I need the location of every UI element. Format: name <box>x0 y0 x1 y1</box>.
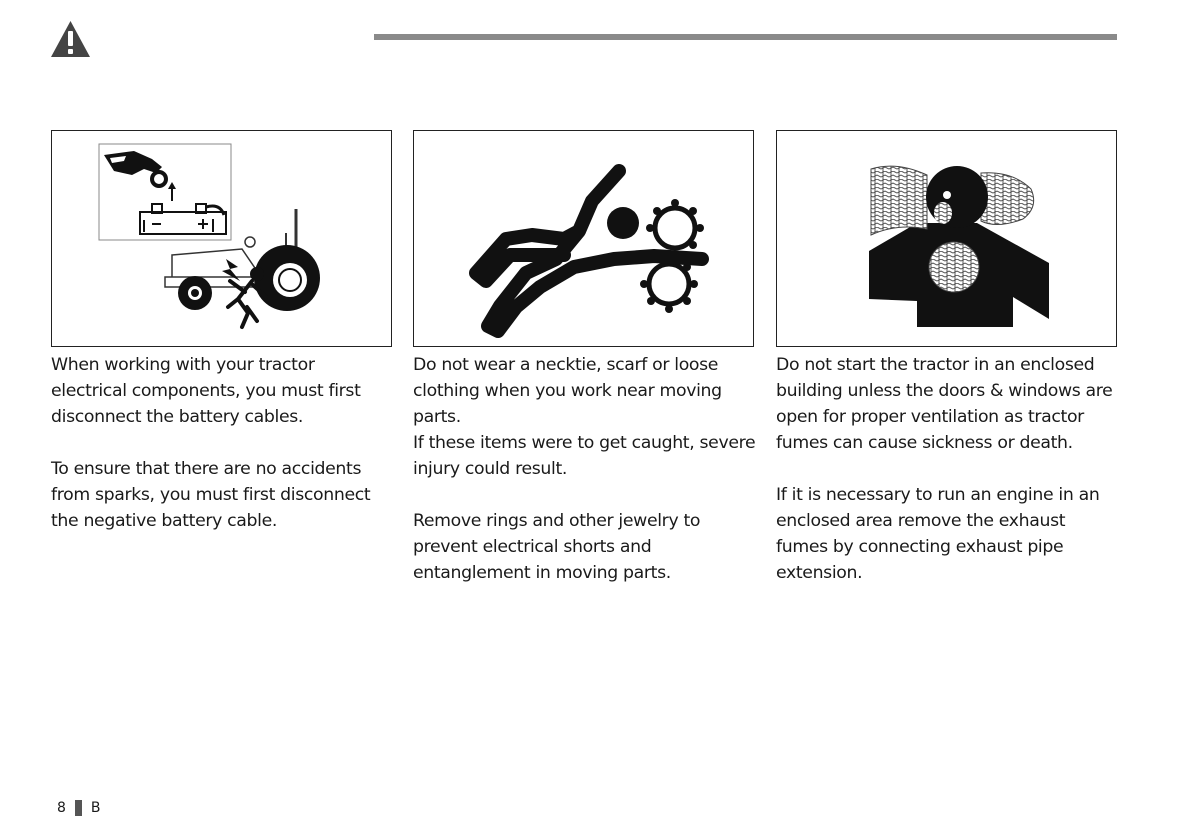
paragraph-2 <box>413 508 754 586</box>
battery-disconnect-tractor-shock-illustration <box>52 131 391 346</box>
safety-text <box>413 352 754 586</box>
safety-text <box>51 352 392 534</box>
text-line: entanglement in moving parts. <box>413 563 671 583</box>
person-inhaling-fumes-illustration <box>777 131 1116 346</box>
text-line: If these items were to get caught, severe <box>413 433 756 453</box>
safety-column-fumes <box>776 130 1117 586</box>
illustration-frame <box>413 130 754 347</box>
text-line: Do not start the tractor in an enclosed <box>776 355 1095 375</box>
paragraph-1 <box>413 352 754 482</box>
person-caught-in-gears-illustration <box>414 131 753 346</box>
illustration-frame <box>776 130 1117 347</box>
text-line: When working with your tractor <box>51 355 315 375</box>
text-line: enclosed area remove the exhaust <box>776 511 1066 531</box>
text-line: the negative battery cable. <box>51 511 278 531</box>
page-number: 8 <box>57 800 66 816</box>
safety-column-clothing <box>413 130 754 586</box>
section-letter: B <box>90 800 101 816</box>
text-line: prevent electrical shorts and <box>413 537 652 557</box>
illustration-frame <box>51 130 392 347</box>
header-rule <box>374 34 1117 40</box>
paragraph-1 <box>776 352 1117 456</box>
text-line: fumes can cause sickness or death. <box>776 433 1073 453</box>
text-line: injury could result. <box>413 459 568 479</box>
text-line: open for proper ventilation as tractor <box>776 407 1084 427</box>
text-line: parts. <box>413 407 461 427</box>
page-footer <box>57 799 101 817</box>
text-line: Do not wear a necktie, scarf or loose <box>413 355 719 375</box>
safety-text <box>776 352 1117 586</box>
text-line: If it is necessary to run an engine in an <box>776 485 1100 505</box>
text-line: extension. <box>776 563 863 583</box>
text-line: disconnect the battery cables. <box>51 407 304 427</box>
text-line: To ensure that there are no accidents <box>51 459 362 479</box>
paragraph-2 <box>51 456 392 534</box>
paragraph-1 <box>51 352 392 430</box>
safety-column-battery <box>51 130 392 534</box>
text-line: fumes by connecting exhaust pipe <box>776 537 1064 557</box>
text-line: from sparks, you must first disconnect <box>51 485 371 505</box>
text-line: clothing when you work near moving <box>413 381 722 401</box>
warning-triangle-icon <box>50 20 91 58</box>
text-line: electrical components, you must first <box>51 381 361 401</box>
text-line: Remove rings and other jewelry to <box>413 511 701 531</box>
paragraph-2 <box>776 482 1117 586</box>
text-line: building unless the doors & windows are <box>776 381 1113 401</box>
footer-separator <box>75 800 82 816</box>
